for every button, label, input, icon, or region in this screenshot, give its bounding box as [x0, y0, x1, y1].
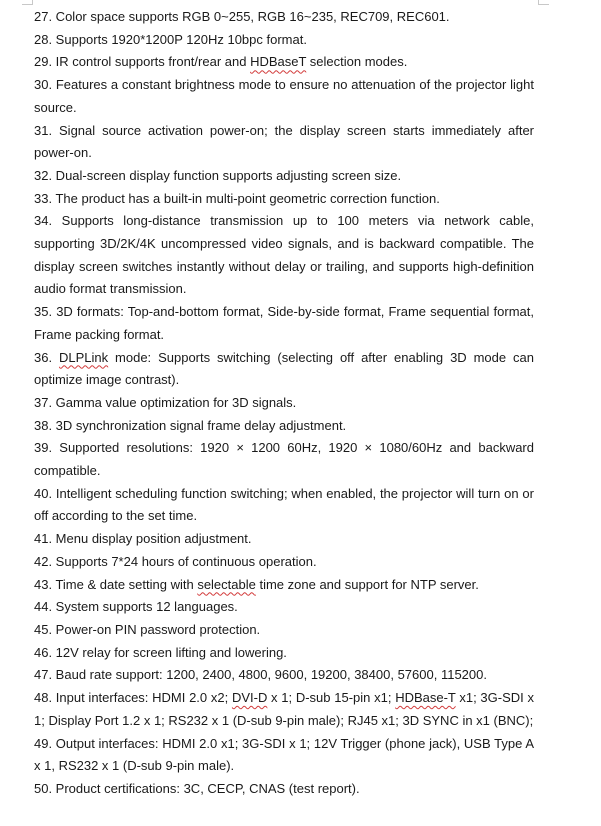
spellcheck-flagged-word: selectable	[197, 576, 256, 592]
spellcheck-flagged-word: HDBaseT	[250, 54, 307, 70]
spec-item-text: 32. Dual-screen display function supports adjusting screen size.	[34, 167, 402, 183]
spec-item-text: 45. Power-on PIN password protection.	[34, 621, 261, 637]
spec-item	[34, 188, 534, 211]
spec-item-text: time zone and support for NTP server.	[255, 576, 479, 592]
spec-item-text: 33. The product has a built-in multi-point geometric correction function.	[34, 190, 440, 206]
spec-item-text: 30. Features a constant brightness mode to ensure no attenuation of the projector light source.	[34, 77, 534, 115]
spec-item-text: 37. Gamma value optimization for 3D signals.	[34, 394, 297, 410]
spec-item	[34, 733, 534, 778]
spec-item	[34, 483, 534, 528]
spec-item	[34, 210, 534, 301]
spec-item	[34, 29, 534, 52]
spec-item-text: mode: Supports switching (selecting off after enabling 3D mode can optimize image contrast).	[34, 349, 534, 388]
spec-item-text: 41. Menu display position adjustment.	[34, 531, 252, 547]
spec-item-text: 49. Output interfaces: HDMI 2.0 x1; 3G-SDI x 1; 12V Trigger (phone jack), USB Type A x 1, RS232 x 1 (D-sub 9-pin male).	[34, 735, 534, 774]
spec-item-text: 46. 12V relay for screen lifting and lowering.	[34, 644, 287, 660]
spec-item-text: 50. Product certifications: 3C, CECP, CNAS (test report).	[34, 780, 360, 796]
page-corner-mark-left	[22, 0, 33, 5]
spec-item-text: 34. Supports long-distance transmission up to 100 meters via network cable, supporting 3D/2K/4K uncompressed video signals, and is backward compatible. The display screen switches instantly without delay or trailing, and supports high-definition audio format transmission.	[34, 213, 534, 297]
spec-item	[34, 551, 534, 574]
spec-item-text: 28. Supports 1920*1200P 120Hz 10bpc format.	[34, 31, 307, 47]
spec-item	[34, 619, 534, 642]
spec-item	[34, 437, 534, 482]
spec-item-text: 40. Intelligent scheduling function switching; when enabled, the projector will turn on or off according to the set time.	[34, 485, 534, 524]
spellcheck-flagged-word: HDBase-T	[395, 690, 456, 706]
spec-item	[34, 642, 534, 665]
spec-item-text: 27. Color space supports RGB 0~255, RGB 16~235, REC709, REC601.	[34, 9, 450, 24]
spec-item	[34, 165, 534, 188]
document-page	[34, 6, 534, 801]
spec-item-text: x1; 3G-SDI x 1; Display Port 1.2 x 1; RS232 x 1 (D-sub 9-pin male); RJ45 x1; 3D SYNC in x1 (BNC);	[34, 690, 534, 728]
spellcheck-flagged-word: DVI-D	[231, 690, 268, 706]
spec-item-text: selection modes.	[306, 54, 408, 70]
spec-item	[34, 778, 534, 801]
spec-item	[34, 120, 534, 165]
spec-item-text: 36.	[34, 349, 59, 365]
spec-item-text: 44. System supports 12 languages.	[34, 599, 238, 615]
spec-item	[34, 6, 534, 29]
spec-item	[34, 596, 534, 619]
spec-item	[34, 415, 534, 438]
spec-item-text: 48. Input interfaces: HDMI 2.0 x2;	[34, 690, 232, 706]
spellcheck-flagged-word: DLPLink	[58, 349, 109, 365]
spec-item	[34, 51, 534, 74]
spec-item-text: x 1; D-sub 15-pin x1;	[267, 690, 396, 706]
spec-item	[34, 347, 534, 392]
spec-item	[34, 528, 534, 551]
spec-item-text: 47. Baud rate support: 1200, 2400, 4800, 9600, 19200, 38400, 57600, 115200.	[34, 667, 487, 683]
page-corner-mark-right	[538, 0, 549, 5]
spec-item-text: 35. 3D formats: Top-and-bottom format, Side-by-side format, Frame sequential format, Frame packing format.	[34, 304, 534, 342]
spec-item-text: 29. IR control supports front/rear and	[34, 54, 251, 70]
spec-item-text: 43. Time & date setting with	[34, 576, 198, 592]
spec-item	[34, 74, 534, 119]
spec-item	[34, 392, 534, 415]
spec-item-text: 31. Signal source activation power-on; the display screen starts immediately after power-on.	[34, 122, 534, 161]
spec-item-text: 39. Supported resolutions: 1920 × 1200 60Hz, 1920 × 1080/60Hz and backward compatible.	[34, 440, 534, 479]
spec-item	[34, 301, 534, 346]
spec-item-text: 42. Supports 7*24 hours of continuous operation.	[34, 553, 317, 569]
spec-item-text: 38. 3D synchronization signal frame delay adjustment.	[34, 417, 347, 433]
spec-item	[34, 664, 534, 687]
spec-item	[34, 574, 534, 597]
spec-item	[34, 687, 534, 732]
